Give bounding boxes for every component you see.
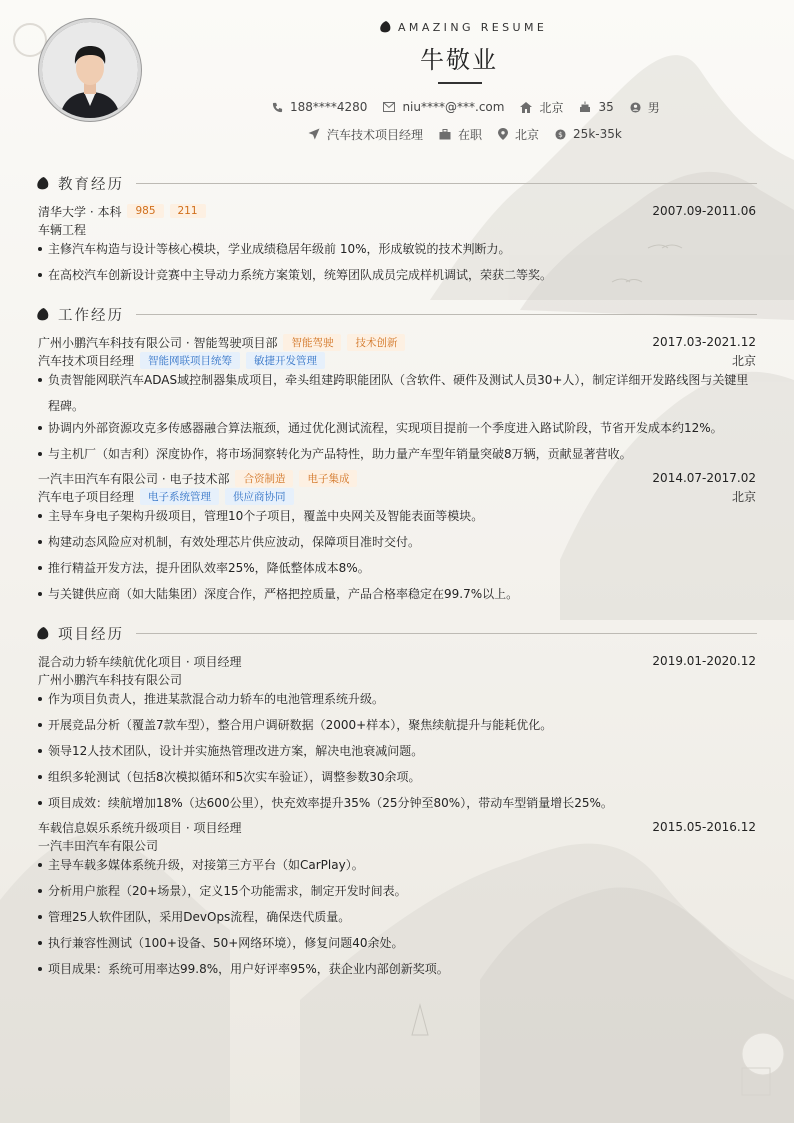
location-text: 北京 [515,127,540,142]
role-name: 汽车技术项目经理 [38,353,135,368]
bullet-item: 领导12人技术团队，设计并实施热管理改进方案，解决电池衰减问题。 [38,738,756,764]
section-divider [136,183,757,184]
bullet-item: 主修汽车构造与设计等核心模块，学业成绩稳居年级前 10%，形成敏锐的技术判断力。 [38,236,756,262]
bullet-item: 作为项目负责人，推进某款混合动力轿车的电池管理系统升级。 [38,686,756,712]
project-header-row [38,818,756,836]
section-divider [136,314,757,315]
project-header-row [38,652,756,670]
bullet-item: 管理25人软件团队，采用DevOps流程，确保迭代质量。 [38,904,756,930]
gender-text: 男 [647,100,660,115]
tag: 敏捷开发管理 [246,352,325,369]
home-icon [520,102,532,113]
tag: 智能驾驶 [283,334,341,351]
person-icon [630,102,641,113]
bullet-item: 构建动态风险应对机制，有效处理芯片供应波动，保障项目准时交付。 [38,529,756,555]
briefcase-icon [439,129,451,140]
section-header-projects [37,623,757,643]
bullet-item: 负责智能网联汽车ADAS域控制器集成项目，牵头组建跨职能团队（含软件、硬件及测试人员30+人），制定详细开发路线图与关键里程碑。 [38,367,756,419]
ink-drop-icon [37,308,49,321]
contact-gender [630,99,660,116]
project-title: 车载信息娱乐系统升级项目 · 项目经理 [38,820,242,835]
section-title: 项目经历 [58,626,124,643]
company-name: 广州小鹏汽车科技有限公司 · 智能驾驶项目部 [38,335,278,350]
bullet-item: 推行精益开发方法，提升团队效率25%，降低整体成本8%。 [38,555,756,581]
contact-row [272,98,660,116]
work-location: 北京 [731,489,756,504]
section-divider [136,633,757,634]
tag: 985 [127,204,163,218]
bullet-item: 项目成效：续航增加18%（达600公里），快充效率提升35%（25分钟至80%），带动车型销量增长25%。 [38,790,756,816]
coin-icon [555,129,566,140]
city-text: 北京 [539,100,564,115]
job-status [439,126,482,143]
bullet-item: 项目成果：系统可用率达99.8%，用户好评率95%，获企业内部创新奖项。 [38,956,756,982]
bullet-item: 与关键供应商（如大陆集团）深度合作，严格把控质量，产品合格率稳定在99.7%以上。 [38,581,756,607]
brand-line [380,19,547,35]
tag: 电子集成 [299,470,357,487]
work-header-row [38,333,756,351]
section-header-work [37,304,757,324]
ink-drop-icon [37,627,49,640]
avatar [39,19,141,121]
bullet-item: 主导车载多媒体系统升级，对接第三方平台（如CarPlay）。 [38,852,756,878]
major-name: 车辆工程 [38,222,87,237]
cake-icon [579,101,591,113]
contact-age [579,100,613,114]
contact-email [383,100,504,114]
salary-text: 25k-35k [573,127,622,141]
section-title: 工作经历 [58,307,124,324]
work-header-row [38,469,756,487]
school-name: 清华大学 · 本科 [38,204,122,219]
bullet-item: 开展竞品分析（覆盖7款车型），整合用户调研数据（2000+样本），聚焦续航提升与能耗优化。 [38,712,756,738]
job-intent-row [308,125,622,143]
candidate-name: 牛敬业 [420,46,498,74]
contact-city [520,99,563,116]
job-position [308,126,423,143]
project-company: 广州小鹏汽车科技有限公司 [38,672,183,687]
tag: 供应商协同 [225,488,294,505]
brand-text: AMAZING RESUME [398,20,548,34]
tag: 合资制造 [235,470,293,487]
bullet-item: 与主机厂（如吉利）深度协作，将市场洞察转化为产品特性，助力量产车型年销量突破8万辆，贡献显著营收。 [38,441,756,467]
job-salary [555,127,622,141]
role-name: 汽车电子项目经理 [38,489,135,504]
tag: 技术创新 [347,334,405,351]
position-text: 汽车技术项目经理 [327,127,424,142]
tag: 211 [170,204,206,218]
phone-icon [272,102,283,113]
portrait-illustration [42,22,138,118]
contact-phone [272,100,367,114]
name-underline [438,82,482,84]
ink-drop-icon [380,21,391,33]
bullet-item: 协调内外部资源攻克多传感器融合算法瓶颈，通过优化测试流程，实现项目提前一个季度进入路试阶段，节省开发成本约12%。 [38,415,756,441]
tag: 智能网联项目统筹 [140,352,240,369]
bullet-item: 执行兼容性测试（100+设备、50+网络环境），修复问题40余处。 [38,930,756,956]
date-range: 2015.05-2016.12 [652,820,756,834]
send-icon [308,128,320,140]
age-text: 35 [598,100,614,114]
company-name: 一汽丰田汽车有限公司 · 电子技术部 [38,471,230,486]
tag: 电子系统管理 [140,488,219,505]
date-range: 2017.03-2021.12 [652,335,756,349]
svg-text:$: $ [558,129,563,139]
status-text: 在职 [458,127,483,142]
section-title: 教育经历 [58,176,124,193]
date-range: 2019.01-2020.12 [652,654,756,668]
email-text: niu****@***.com [402,100,505,114]
phone-text: 188****4280 [290,100,368,114]
date-range: 2007.09-2011.06 [652,204,756,218]
bullet-item: 分析用户旅程（20+场景），定义15个功能需求，制定开发时间表。 [38,878,756,904]
date-range: 2014.07-2017.02 [652,471,756,485]
bullet-item: 组织多轮测试（包括8次模拟循环和5次实车验证），调整参数30余项。 [38,764,756,790]
pin-icon [498,128,508,140]
project-company: 一汽丰田汽车有限公司 [38,838,159,853]
project-title: 混合动力轿车续航优化项目 · 项目经理 [38,654,242,669]
section-header-education [37,173,757,193]
education-header-row [38,202,756,220]
work-location: 北京 [731,353,756,368]
bullet-item: 主导车身电子架构升级项目，管理10个子项目，覆盖中央网关及智能表面等模块。 [38,503,756,529]
job-location [498,126,539,143]
bullet-item: 在高校汽车创新设计竞赛中主导动力系统方案策划，统筹团队成员完成样机调试，荣获二等奖。 [38,262,756,288]
ink-drop-icon [37,177,49,190]
mail-icon [383,102,395,112]
